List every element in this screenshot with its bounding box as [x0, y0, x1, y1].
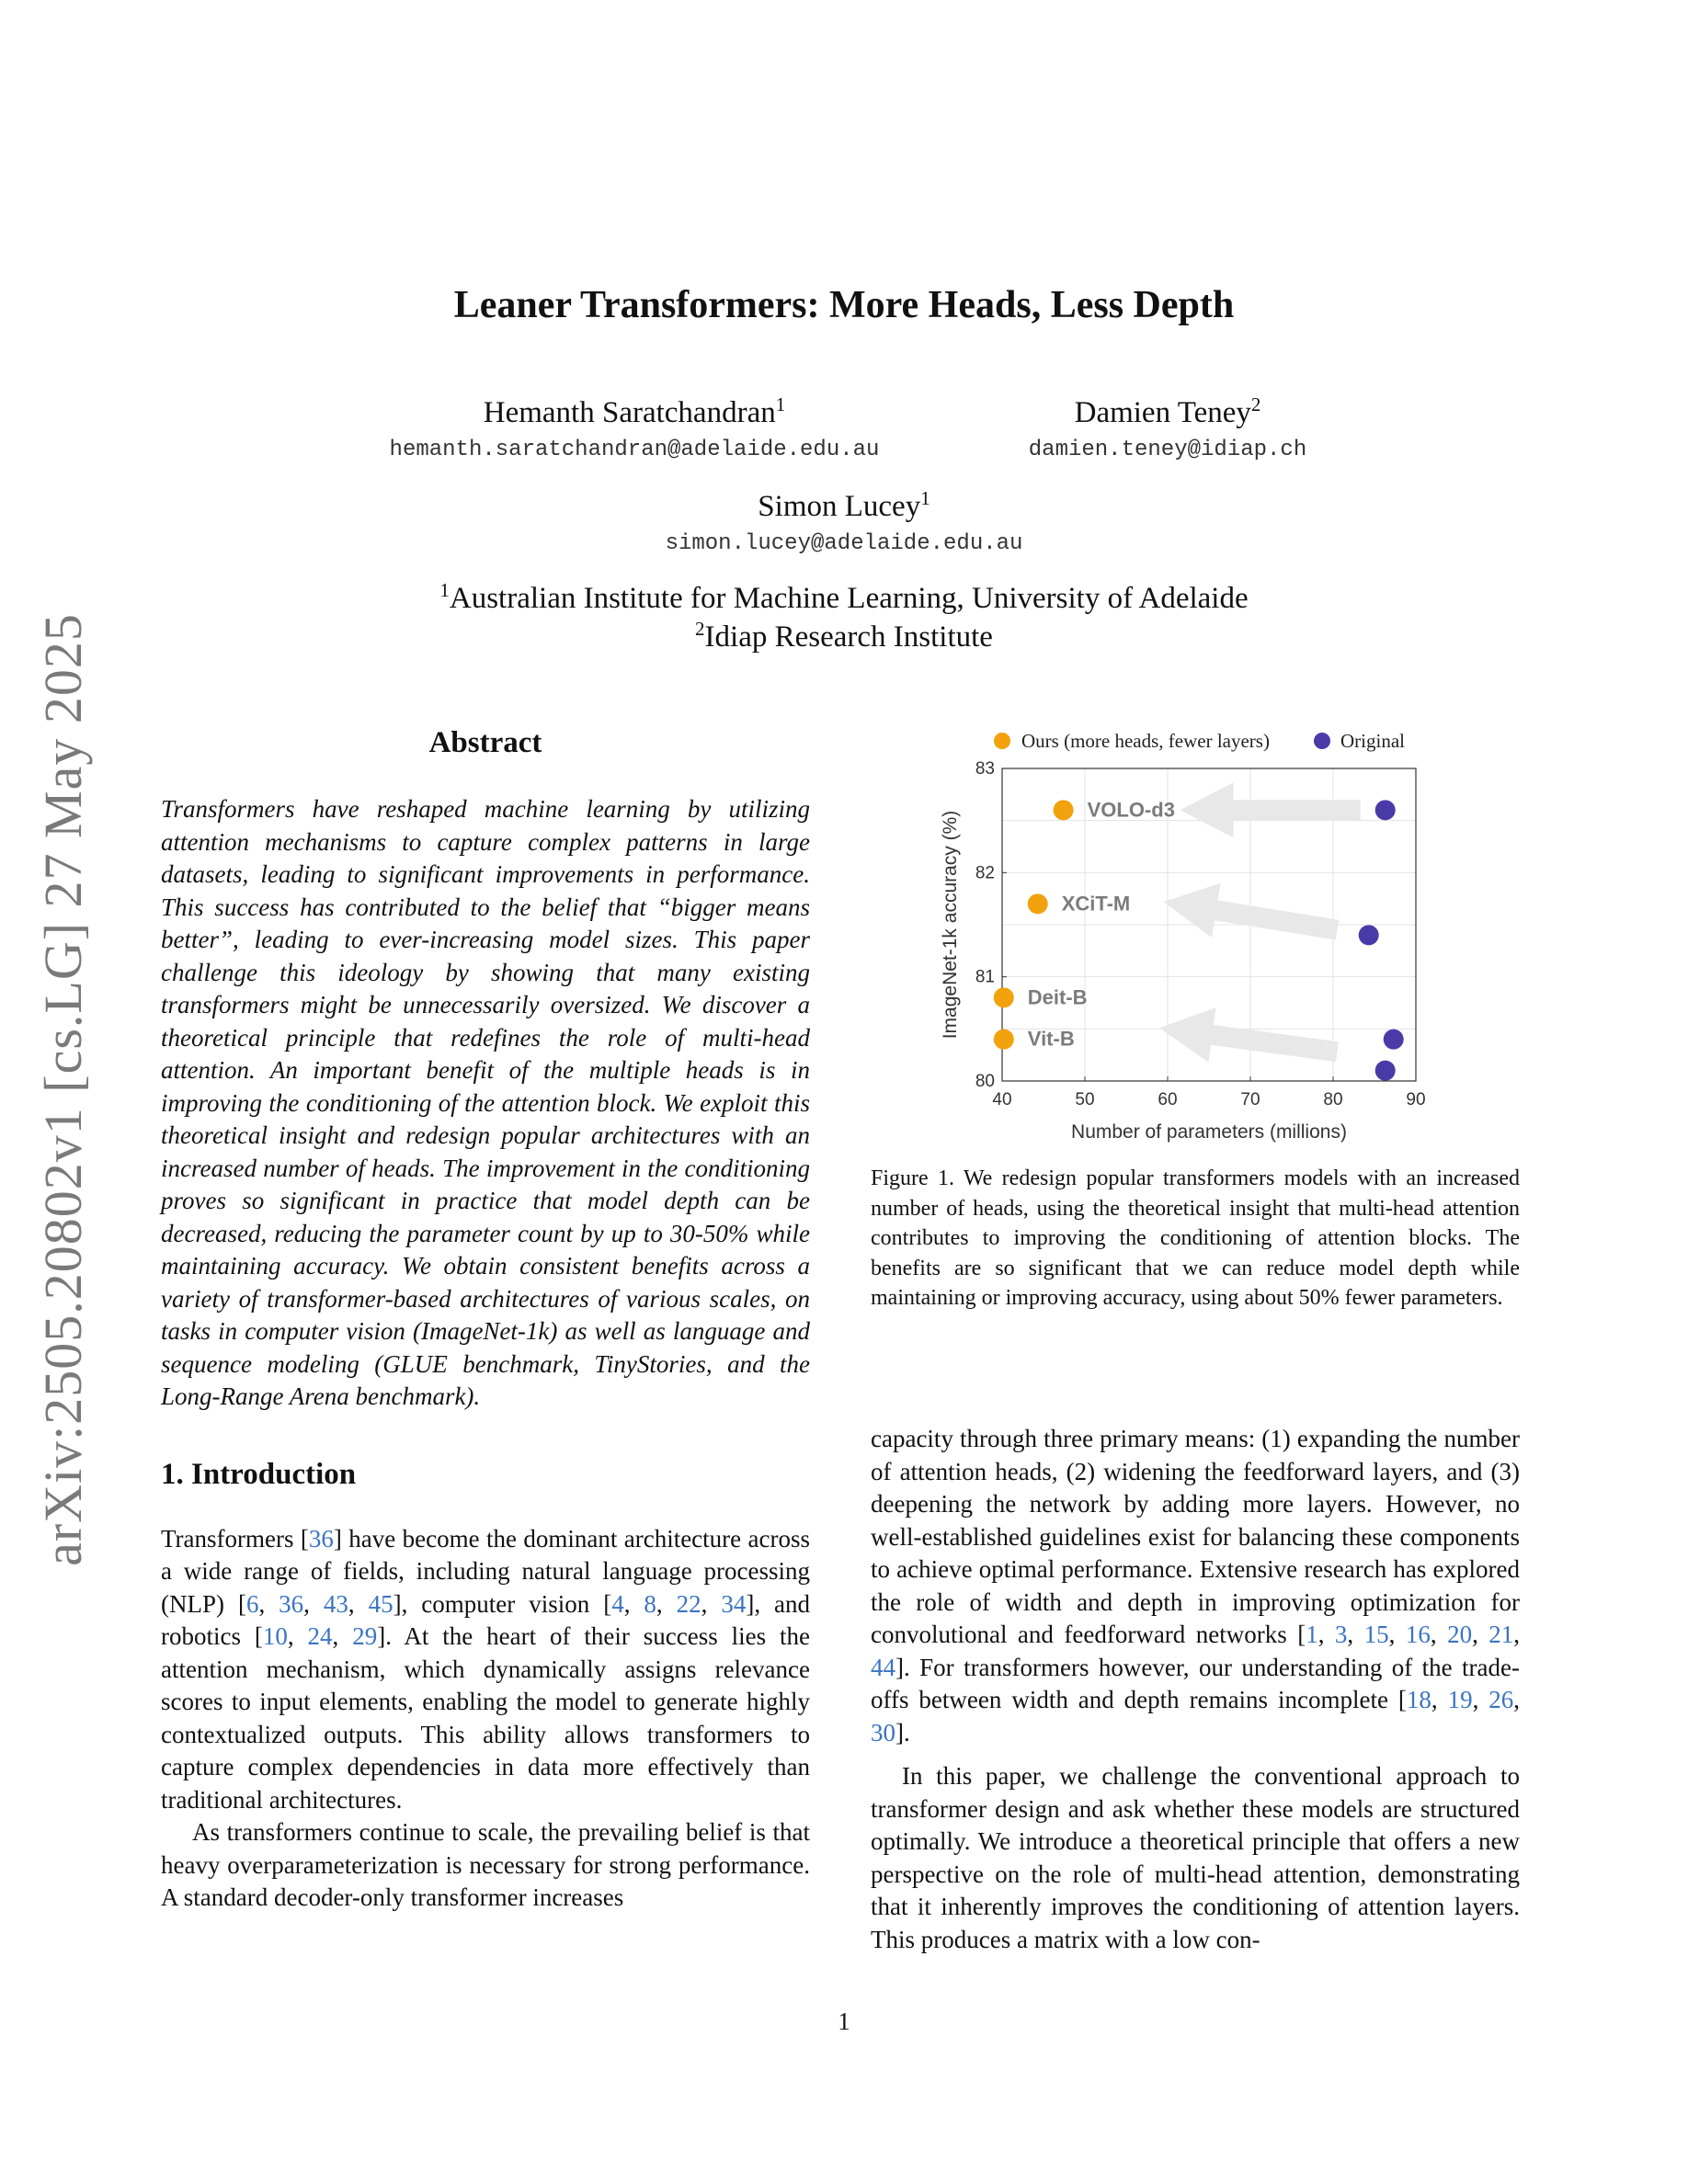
- citation-link[interactable]: 30: [871, 1718, 895, 1746]
- intro-paragraph: capacity through three primary means: (1) expanding the number of attention heads, (2) widening the feedforward layers, and (3) deepening the network by adding more layers. However, no well-established guidelines exist for balancing these components to achieve optimal performance. Extensive research has explored the role of width and depth in improving optimization for convolutional and feedforward networks [1, 3, 15, 16, 20, 21, 44]. For transformers however, our understanding of the trade-offs between width and depth remains incomplete [18, 19, 26, 30].: [871, 1425, 1521, 1746]
- citation-link[interactable]: 26: [1488, 1686, 1514, 1713]
- affiliation-marker: 2: [1250, 393, 1261, 415]
- citation-link[interactable]: 36: [279, 1589, 304, 1618]
- point-label: Deit-B: [1027, 985, 1088, 1009]
- citation-link[interactable]: 16: [1405, 1621, 1431, 1648]
- citation-link[interactable]: 34: [721, 1589, 747, 1618]
- x-tick-label: 90: [1406, 1090, 1426, 1109]
- affiliation-line: $^2$Idiap Research Institute: [695, 618, 993, 654]
- abstract-text: Transformers have reshaped machine learning by utilizing attention mechanisms to capture complex patterns in large datasets, leading to significant improvements in performance. This success has contributed to the belief that “bigger means better”, leading to ever-increasing model sizes. This paper challenge this ideology by showing that many existing transformers might be unnecessarily oversized. We discover a theoretical principle that redefines the role of multi-head attention. An important benefit of the multiple heads is in improving the conditioning of the attention block. We exploit this theoretical insight and redesign popular architectures with an increased number of heads. The improvement in the conditioning proves so significant in practice that model depth can be decreased, reducing the parameter count by up to 30-50% while maintaining accuracy. We obtain consistent benefits across a variety of transformer-based architectures of various scales, on tasks in computer vision (ImageNet-1k) as well as language and sequence modeling (GLUE benchmark, TinyStories, and the Long-Range Arena benchmark).: [161, 795, 810, 1410]
- intro-paragraph: As transformers continue to scale, the prevailing belief is that heavy overparameterization is necessary for strong performance. A standard decoder-only transformer increases: [161, 1818, 810, 1911]
- author-name: Hemanth Saratchandran$^1$: [483, 393, 786, 429]
- author-name: Simon Lucey$^1$: [758, 487, 930, 523]
- y-tick-label: 80: [975, 1072, 995, 1091]
- ours-point: [994, 1029, 1014, 1050]
- section-heading-introduction: 1. Introduction: [161, 1457, 357, 1491]
- figure-1: [938, 722, 1453, 1155]
- author-block: [993, 393, 1342, 462]
- point-label: VOLO-d3: [1087, 798, 1175, 822]
- y-axis-label: ImageNet-1k accuracy (%): [940, 810, 961, 1040]
- ours-point: [1054, 800, 1074, 820]
- citation-link[interactable]: 22: [676, 1589, 701, 1618]
- point-label: XCiT-M: [1061, 892, 1131, 916]
- y-tick-label: 81: [975, 967, 995, 987]
- paper-title: Leaner Transformers: More Heads, Less Depth: [453, 284, 1235, 326]
- affiliation-line: $^1$Australian Institute for Machine Learning, University of Adelaide: [439, 579, 1249, 615]
- page-number: 1: [838, 2008, 850, 2035]
- citation-link[interactable]: 18: [1406, 1686, 1431, 1713]
- y-tick-label: 83: [975, 759, 995, 779]
- citation-link[interactable]: 36: [308, 1524, 334, 1553]
- author-block: [349, 393, 919, 462]
- citation-link[interactable]: 6: [245, 1589, 259, 1618]
- author-name: Damien Teney$^2$: [1074, 393, 1261, 429]
- arxiv-sidebar-stamp: [7, 588, 118, 1590]
- x-axis-label: Number of parameters (millions): [1071, 1121, 1347, 1143]
- figure-caption: Figure 1. We redesign popular transformers models with an increased number of heads, using the theoretical insight that multi-head attention contributes to improving the conditioning of attention blocks. The benefits are so significant that we can reduce model depth while maintaining or improving accuracy, using about 50% fewer parameters.: [871, 1166, 1520, 1310]
- legend-label: Ours (more heads, fewer layers): [1021, 730, 1270, 752]
- x-tick-label: 70: [1240, 1090, 1260, 1109]
- x-tick-label: 50: [1075, 1090, 1095, 1109]
- citation-link[interactable]: 1: [1306, 1621, 1318, 1648]
- abstract-heading: Abstract: [428, 726, 542, 759]
- legend-label: Original: [1340, 730, 1405, 752]
- original-point: [1359, 925, 1379, 945]
- author-email[interactable]: hemanth.saratchandran@adelaide.edu.au: [389, 438, 880, 462]
- citation-link[interactable]: 8: [644, 1589, 656, 1618]
- original-point: [1375, 1061, 1396, 1081]
- citation-link[interactable]: 45: [368, 1589, 393, 1618]
- intro-paragraph: Transformers [36] have become the dominant architecture across a wide range of fields, including natural language processing (NLP) [6, 36, 43, 45], computer vision [4, 8, 22, 34], and robotics [10, 24, 29]. At the heart of their success lies the attention mechanism, which dynamically assigns relevance scores to input elements, enabling the model to generate highly contextualized outputs. This ability allows transformers to capture complex dependencies in data more effectively than traditional architectures.: [161, 1524, 811, 1814]
- citation-link[interactable]: 44: [871, 1653, 895, 1681]
- citation-link[interactable]: 20: [1447, 1621, 1473, 1648]
- citation-link[interactable]: 24: [307, 1622, 333, 1650]
- citation-link[interactable]: 4: [611, 1589, 624, 1618]
- intro-paragraph: In this paper, we challenge the conventional approach to transformer design and ask whether these models are structured optimally. We introduce a theoretical principle that offers a new perspective on the role of multi-head attention, demonstrating that it inherently improves the conditioning of attention layers. This produces a matrix with a low con-: [871, 1762, 1520, 1953]
- x-tick-label: 60: [1158, 1090, 1178, 1109]
- citation-link[interactable]: 43: [323, 1589, 348, 1618]
- citation-link[interactable]: 3: [1334, 1621, 1348, 1648]
- author-email[interactable]: damien.teney@idiap.ch: [1028, 438, 1307, 462]
- arxiv-identifier: arXiv:2505.20802v1 [cs.LG] 27 May 2025: [32, 612, 93, 1566]
- legend-marker-ours: [994, 733, 1010, 749]
- citation-link[interactable]: 19: [1447, 1686, 1473, 1713]
- author-block: [568, 487, 1120, 556]
- legend-marker-original: [1314, 733, 1330, 749]
- affiliation-marker: 1: [775, 393, 786, 415]
- x-tick-label: 40: [992, 1090, 1012, 1109]
- affiliation-marker: 1: [920, 487, 930, 509]
- ours-point: [1028, 893, 1048, 914]
- right-column: [871, 1423, 1520, 1956]
- ours-point: [994, 987, 1014, 1007]
- citation-link[interactable]: 21: [1488, 1621, 1514, 1648]
- original-point: [1384, 1029, 1404, 1050]
- author-email[interactable]: simon.lucey@adelaide.edu.au: [665, 531, 1023, 556]
- original-point: [1375, 800, 1396, 820]
- left-column: [161, 726, 810, 1915]
- citation-link[interactable]: 29: [352, 1622, 378, 1650]
- point-label: Vit-B: [1027, 1027, 1075, 1051]
- x-tick-label: 80: [1323, 1090, 1343, 1109]
- citation-link[interactable]: 15: [1363, 1621, 1389, 1648]
- citation-link[interactable]: 10: [262, 1622, 288, 1650]
- scatter-chart: [938, 722, 1453, 1155]
- y-tick-label: 82: [975, 863, 995, 883]
